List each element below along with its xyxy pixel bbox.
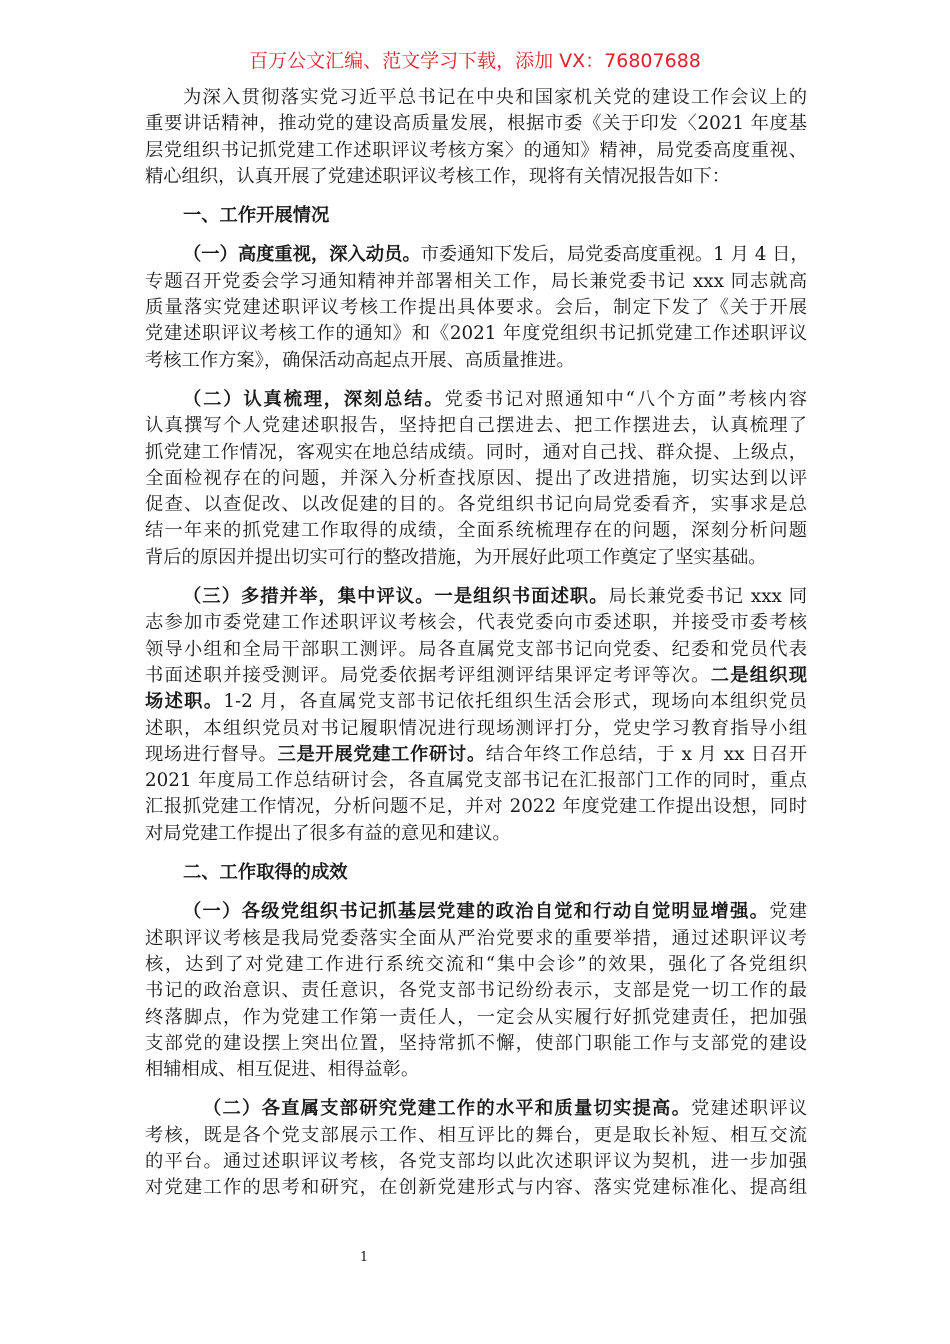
text-line [145, 492, 807, 518]
text-line [145, 387, 807, 413]
text-line [145, 689, 807, 715]
text-span: 相辅相成、相互促进、相得益彰。 [145, 1059, 420, 1081]
text-line [145, 860, 807, 886]
text-span: 质量落实党建述职评议考核工作提出具体要求。会后，制定下发了《关于开展 [145, 297, 807, 319]
text-line [145, 821, 807, 847]
text-span: 对局党建工作提出了很多有益的意见和建议。 [145, 822, 511, 844]
text-span: 党建述职评议考核工作的通知》和《2021 年度党组织书记抓党建工作述职评议 [145, 323, 807, 345]
bold-text: （三）多措并举，集中评议。一是组织书面述职。 [183, 586, 609, 608]
text-line [145, 610, 807, 636]
text-line [145, 663, 807, 689]
text-line [145, 203, 807, 229]
text-span: 促查、以查促改、以改促建的目的。各党组织书记向局党委看齐，实事求是总 [145, 494, 807, 516]
text-span: 2021 年度局工作总结研讨会，各直属党支部书记在汇报部门工作的同时，重点 [145, 770, 807, 792]
text-line [145, 466, 807, 492]
text-line [145, 716, 807, 742]
text-span: 抓党建工作情况，客观实在地总结成绩。同时，通对自己找、群众提、上级点， [145, 441, 807, 463]
text-line [145, 85, 807, 111]
text-span: 党建述职评议 [691, 1098, 808, 1120]
text-span: 结一年来的抓党建工作取得的成绩，全面系统梳理存在的问题，深刻分析问题 [145, 520, 807, 542]
text-span: 党建 [769, 901, 808, 923]
text-line [145, 926, 807, 952]
text-span: 背后的原因并提出切实可行的整改措施，为开展好此项工作奠定了坚实基础。 [145, 546, 767, 568]
text-line [145, 978, 807, 1004]
text-line [145, 111, 807, 137]
paragraph [145, 1096, 807, 1201]
text-line [145, 242, 807, 268]
text-span: 对党建工作的思考和研究，在创新党建形式与内容、落实党建标准化、提高组 [145, 1177, 807, 1199]
text-span: 终落脚点，作为党建工作第一责任人，一定会从实履行好抓党建责任，把加强 [145, 1006, 807, 1028]
text-line [145, 1149, 807, 1175]
text-span: 领导小组和全局干部职工测评。局各直属党支部书记向党委、纪委和党员代表 [145, 638, 807, 660]
text-line [145, 440, 807, 466]
text-line [145, 1175, 807, 1201]
text-span: 支部党的建设摆上突出位置，坚持常抓不懈，使部门职能工作与支部党的建设 [145, 1032, 807, 1054]
text-line [145, 1123, 807, 1149]
text-line [145, 518, 807, 544]
bold-text: 一、工作开展情况 [183, 205, 330, 227]
text-span: 重要讲话精神，推动党的建设高质量发展，根据市委《关于印发〈2021 年度基 [145, 113, 807, 135]
text-span: 书记的政治意识、责任意识，各党支部书记纷纷表示，支部是党一切工作的最 [145, 980, 807, 1002]
text-line [145, 794, 807, 820]
text-line [145, 584, 807, 610]
text-line [145, 413, 807, 439]
text-span: 精心组织，认真开展了党建述职评议考核工作，现将有关情况报告如下： [145, 165, 730, 187]
text-span: 结合年终工作总结，于 x 月 xx 日召开 [485, 743, 807, 765]
text-span: 专题召开党委会学习通知精神并部署相关工作，局长兼党委书记 xxx 同志就高 [145, 270, 807, 292]
paragraph [145, 899, 807, 1083]
paragraph [145, 85, 807, 190]
text-span: 现场进行督导。 [145, 743, 278, 765]
text-span: 党委书记对照通知中“八个方面”考核内容 [444, 388, 808, 410]
text-span: 考核，既是各个党支部展示工作、相互评比的舞台，更是取长补短、相互交流 [145, 1124, 807, 1146]
text-line [145, 348, 807, 374]
text-line [145, 295, 807, 321]
section-heading [145, 203, 807, 229]
text-line [145, 269, 807, 295]
text-span: 核，达到了对党建工作进行系统交流和“集中会诊”的效果，强化了各党组织 [145, 953, 807, 975]
bold-text: 场述职。 [145, 691, 224, 713]
bold-text: （一）高度重视，深入动员。 [183, 244, 421, 266]
text-span: 述职，本组织党员对书记履职情况进行现场测评打分，党史学习教育指导小组 [145, 717, 807, 739]
text-span: 市委通知下发后，局党委高度重视。1 月 4 日， [420, 244, 809, 266]
document-body [145, 85, 807, 1215]
text-span: 汇报抓党建工作情况，分析问题不足，并对 2022 年度党建工作提出设想，同时 [145, 796, 807, 818]
text-line [145, 1031, 807, 1057]
text-span: 志参加市委党建工作述职评议考核会，代表党委向市委述职，并接受市委考核 [145, 612, 807, 634]
text-line [145, 138, 807, 164]
bold-text: （二）各直属支部研究党建工作的水平和质量切实提高。 [203, 1098, 692, 1120]
text-line [145, 1057, 807, 1083]
text-span: 述职评议考核是我局党委落实全面从严治党要求的重要举措，通过述职评议考 [145, 927, 807, 949]
text-line [145, 637, 807, 663]
text-line [145, 1096, 807, 1122]
paragraph [145, 584, 807, 847]
text-span: 局长兼党委书记 xxx 同 [608, 586, 807, 608]
text-line [145, 164, 807, 190]
text-span: 考核工作方案》，确保活动高起点开展、高质量推进。 [145, 349, 575, 371]
page-number: 1 [359, 1250, 369, 1265]
text-span: 全面检视存在的问题，并深入分析查找原因、提出了改进措施，切实达到以评 [145, 467, 807, 489]
text-line [145, 768, 807, 794]
text-span: 为深入贯彻落实党习近平总书记在中央和国家机关党的建设工作会议上的 [183, 87, 807, 108]
bold-text: 三是开展党建工作研讨。 [277, 743, 486, 765]
text-line [145, 321, 807, 347]
paragraph [145, 242, 807, 373]
text-line [145, 742, 807, 768]
bold-text: （一）各级党组织书记抓基层党建的政治自觉和行动自觉明显增强。 [183, 901, 770, 923]
text-span: 层党组织书记抓党建工作述职评议考核方案〉的通知》精神，局党委高度重视、 [145, 139, 807, 161]
bold-text: 二是组织现 [710, 664, 808, 686]
section-heading [145, 860, 807, 886]
watermark-banner: 百万公文汇编、范文学习下载，添加 VX：76807688 [249, 50, 701, 72]
text-line [145, 545, 807, 571]
text-line [145, 952, 807, 978]
text-span: 认真撰写个人党建述职报告，坚持把自己摆进去、把工作摆进去，认真梳理了 [145, 415, 807, 437]
text-span: 1-2 月，各直属党支部书记依托组织生活会形式，现场向本组织党员 [223, 691, 807, 713]
text-line [145, 899, 807, 925]
bold-text: （二）认真梳理，深刻总结。 [183, 388, 445, 410]
text-span: 书面述职并接受测评。局党委依据考评组测评结果评定考评等次。 [145, 664, 711, 686]
text-span: 的平台。通过述职评议考核，各党支部均以此次述职评议为契机，进一步加强 [145, 1150, 807, 1172]
bold-text: 二、工作取得的成效 [183, 862, 348, 884]
paragraph [145, 387, 807, 571]
text-line [145, 1005, 807, 1031]
